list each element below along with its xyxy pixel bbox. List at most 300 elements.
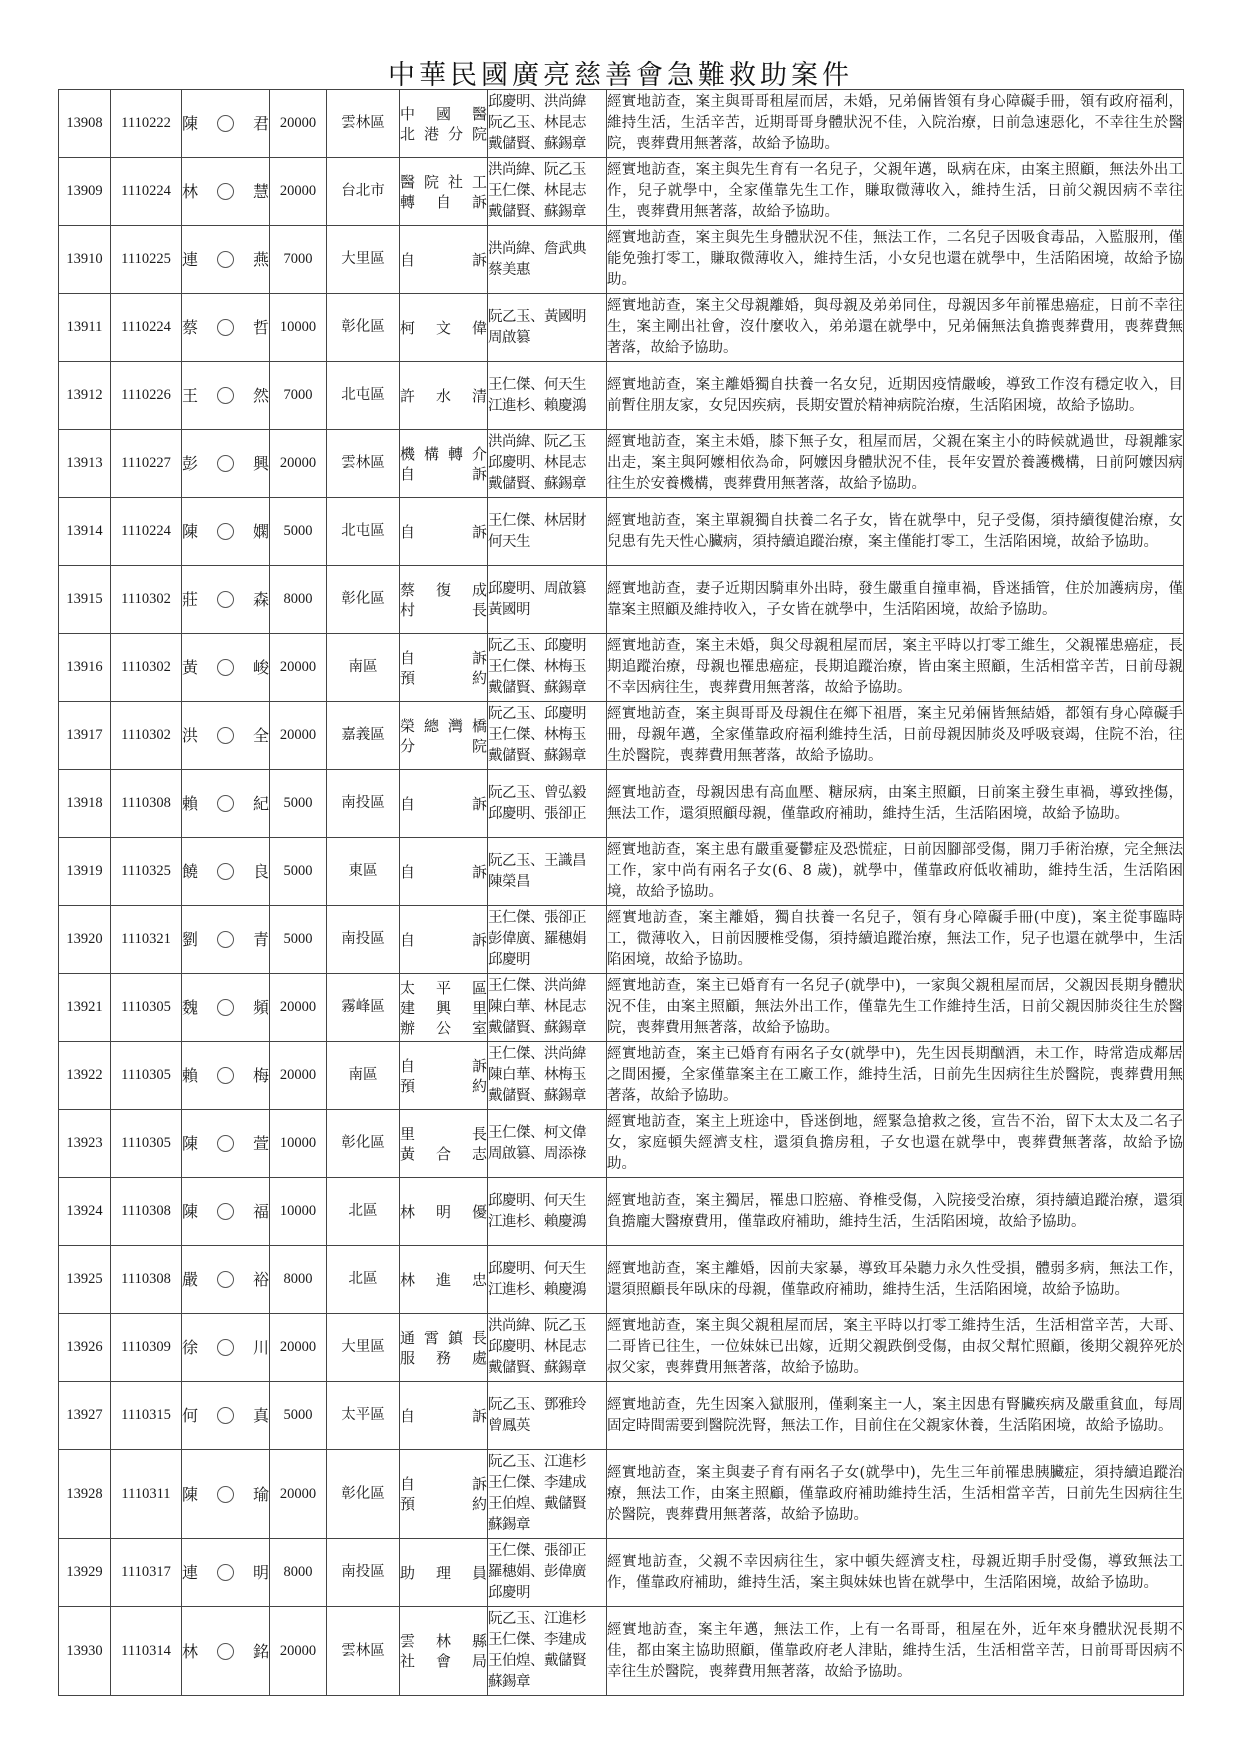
referral-source [400,1042,488,1110]
table-row [59,906,1184,974]
applicant-name [182,702,270,770]
visitor-line: 阮乙玉、黃國明 [488,308,586,325]
case-date: 1110222 [111,90,182,158]
visitors [488,1042,607,1110]
case-number: 13909 [59,158,111,226]
case-description: 經實地訪查，案主父母親離婚，與母親及弟弟同住，母親因多年前罹患癌症，日前不幸往生，案主剛出社會，沒什麼收入，弟弟還在就學中，兄弟倆無法負擔喪葬費用，喪葬費無著落，故給予協助。 [607,294,1184,362]
visitor-line: 曾鳳英 [488,1417,530,1434]
visitor-line: 戴儲賢、蘇錫章 [488,680,586,696]
case-date: 1110309 [111,1314,182,1382]
case-description: 經實地訪查，案主年邁，無法工作，上有一名哥哥，租屋在外，近年來身體狀況長期不佳，都由案主協助照顧，僅靠政府老人津貼，維持生活，生活相當辛苦，日前哥哥因病不幸往生於醫院，喪葬費用無著落，故給予協助。 [607,1607,1184,1696]
case-description: 經實地訪查，案主獨居，罹患口腔癌、脊椎受傷，入院接受治療，須持續追蹤治療，還須負擔龐大醫療費用，僅靠政府補助，維持生活，生活陷困境，故給予協助。 [607,1178,1184,1246]
referral-source [400,770,488,838]
referral-line: 預 約 [400,668,487,687]
referral-source [400,1539,488,1607]
referral-source [400,974,488,1042]
visitor-line: 王仁傑、洪尚緯 [488,978,586,994]
name-char: 川 [252,1338,269,1357]
case-description: 經實地訪查，先生因案入獄服刑，僅剩案主一人，案主因患有腎臟疾病及嚴重貧血，每周固定時間需要到醫院洗腎，無法工作，目前住在父親家休養，生活陷困境，故給予協助。 [607,1382,1184,1450]
referral-line: 預 約 [400,1495,487,1513]
masked-char-icon [217,1135,234,1152]
referral-line: 柯 文 偉 [400,318,487,337]
referral-line: 榮 總 灣 橋 [400,716,487,735]
visitors [488,770,607,838]
referral-source [400,838,488,906]
relief-amount: 8000 [270,1539,327,1607]
referral-line: 通 霄 鎮 長 [400,1328,487,1347]
visitor-line: 邱慶明、林昆志 [488,455,586,471]
name-char: 賴 [182,1066,199,1085]
visitor-line: 黃國明 [488,601,530,618]
referral-line: 雲 林 縣 [400,1632,487,1650]
visitors [488,1246,607,1314]
case-date: 1110308 [111,1178,182,1246]
name-char: 全 [252,726,269,745]
case-description: 經實地訪查，案主單親獨自扶養二名子女，皆在就學中，兒子受傷，須持續復健治療，女兒患有先天性心臟病，須持續追蹤治療，案主僅能打零工，生活陷困境，故給予協助。 [607,498,1184,566]
name-char: 陳 [182,114,199,133]
case-description: 經實地訪查，案主未婚，膝下無子女，租屋而居，父親在案主小的時候就過世，母親離家出走，案主與阿嬤相依為命，阿嬤因身體狀況不佳，長年安置於養護機構，日前阿嬤因病往生於安養機構，喪葬費用無著落，故給予協助。 [607,430,1184,498]
visitor-line: 邱慶明、林昆志 [488,1339,586,1355]
referral-line: 太 平 區 [400,978,487,997]
visitor-line: 陳白華、林梅玉 [488,1067,586,1083]
visitor-line: 邱慶明 [488,1585,530,1601]
case-description: 經實地訪查，案主與先生身體狀況不佳，無法工作，二名兒子因吸食毒品，入監服刑，僅能免強打零工，賺取微薄收入，維持生活，小女兒也還在就學中，生活陷困境，故給予協助。 [607,226,1184,294]
applicant-name [182,1246,270,1314]
name-char: 良 [252,862,269,881]
visitor-line: 蔡美惠 [488,261,530,278]
referral-line: 社 會 局 [400,1652,487,1670]
visitor-line: 阮乙玉、江進杉 [488,1611,586,1627]
referral-source [400,702,488,770]
name-char: 王 [182,386,199,405]
referral-line: 自 訴 [400,794,487,813]
visitor-line: 邱慶明、周啟篡 [488,580,586,597]
visitor-line: 邱慶明、洪尚緯 [488,94,586,110]
name-char: 頻 [252,998,269,1017]
visitors [488,1539,607,1607]
name-char: 哲 [252,318,269,337]
visitor-line: 邱慶明 [488,952,530,968]
masked-char-icon [217,931,234,948]
referral-line: 機 構 轉 介 [400,444,487,463]
masked-char-icon [217,1271,234,1288]
name-char: 洪 [182,726,199,745]
masked-char-icon [217,183,234,200]
visitors [488,838,607,906]
referral-source [400,634,488,702]
referral-source [400,498,488,566]
referral-line: 自 訴 [400,464,487,483]
referral-line: 中 國 醫 [400,104,487,123]
visitor-line: 江進杉、賴慶鴻 [488,1281,586,1298]
visitor-line: 彭偉廣、羅穗娟 [488,931,586,947]
referral-source [400,1450,488,1539]
case-number: 13914 [59,498,111,566]
name-char: 裕 [252,1270,269,1289]
table-row [59,634,1184,702]
case-number: 13927 [59,1382,111,1450]
relief-amount: 20000 [270,1607,327,1696]
name-char: 福 [252,1202,269,1221]
visitor-line: 陳白華、林昆志 [488,999,586,1015]
visitor-line: 江進杉、賴慶鴻 [488,1213,586,1230]
applicant-name [182,1178,270,1246]
masked-char-icon [217,1339,234,1356]
visitors [488,1110,607,1178]
referral-source [400,90,488,158]
table-row [59,1382,1184,1450]
visitors [488,362,607,430]
visitor-line: 邱慶明、何天生 [488,1260,586,1277]
case-number: 13918 [59,770,111,838]
case-description: 經實地訪查，案主與哥哥租屋而居，未婚，兄弟倆皆領有身心障礙手冊，領有政府福利，維持生活，生活辛苦，近期哥哥身體狀況不佳，入院治療，日前急速惡化，不幸往生於醫院，喪葬費用無著落，故給予協助。 [607,90,1184,158]
masked-char-icon [217,251,234,268]
district: 台北市 [327,158,400,226]
case-number: 13920 [59,906,111,974]
district: 雲林區 [327,90,400,158]
table-row [59,294,1184,362]
visitor-line: 阮乙玉、王識昌 [488,852,586,869]
visitor-line: 王仁傑、洪尚緯 [488,1046,586,1062]
applicant-name [182,974,270,1042]
district: 北區 [327,1246,400,1314]
case-description: 經實地訪查，案主與父親租屋而居，案主平時以打零工維持生活，生活相當辛苦，大哥、二哥皆已往生，一位妹妹已出嫁，近期父親跌倒受傷，由叔父幫忙照顧，後期父親猝死於叔父家，喪葬費用無著落，故給予協助。 [607,1314,1184,1382]
referral-line: 建 興 里 [400,998,487,1017]
visitor-line: 王仁傑、林居財 [488,512,586,529]
case-description: 經實地訪查，妻子近期因騎車外出時，發生嚴重自撞車禍，昏迷插管，住於加護病房，僅靠案主照顧及維持收入，子女皆在就學中，生活陷困境，故給予協助。 [607,566,1184,634]
masked-char-icon [217,727,234,744]
table-row [59,362,1184,430]
referral-source [400,430,488,498]
relief-amount: 5000 [270,498,327,566]
case-date: 1110302 [111,702,182,770]
visitor-line: 江進杉、賴慶鴻 [488,397,586,414]
visitor-line: 王仁傑、林梅玉 [488,727,586,743]
visitor-line: 王仁傑、張卻正 [488,1543,586,1559]
visitors [488,906,607,974]
relief-amount: 20000 [270,158,327,226]
district: 彰化區 [327,1110,400,1178]
name-char: 連 [182,250,199,269]
applicant-name [182,1314,270,1382]
district: 雲林區 [327,1607,400,1696]
case-number: 13925 [59,1246,111,1314]
applicant-name [182,566,270,634]
applicant-name [182,294,270,362]
district: 南投區 [327,770,400,838]
masked-char-icon [217,523,234,540]
table-row [59,158,1184,226]
case-number: 13917 [59,702,111,770]
referral-line: 自 訴 [400,522,487,541]
visitor-line: 洪尚緯、阮乙玉 [488,162,586,178]
visitor-line: 王仁傑、張卻正 [488,910,586,926]
case-date: 1110224 [111,498,182,566]
relief-amount: 20000 [270,634,327,702]
visitor-line: 阮乙玉、林昆志 [488,115,586,131]
referral-line: 轉 自 訴 [400,192,487,211]
visitors [488,498,607,566]
name-char: 賴 [182,794,199,813]
masked-char-icon [217,1203,234,1220]
visitors [488,1450,607,1539]
referral-source [400,294,488,362]
district: 大里區 [327,1314,400,1382]
case-date: 1110308 [111,1246,182,1314]
applicant-name [182,158,270,226]
visitors [488,1607,607,1696]
case-date: 1110305 [111,974,182,1042]
applicant-name [182,1607,270,1696]
visitor-line: 蘇錫章 [488,1517,530,1533]
case-date: 1110317 [111,1539,182,1607]
name-char: 何 [182,1406,199,1425]
referral-source [400,1178,488,1246]
visitor-line: 阮乙玉、江進杉 [488,1454,586,1470]
name-char: 劉 [182,930,199,949]
table-row [59,1246,1184,1314]
district: 彰化區 [327,294,400,362]
case-date: 1110321 [111,906,182,974]
applicant-name [182,90,270,158]
name-char: 連 [182,1563,199,1582]
visitors [488,294,607,362]
table-row [59,90,1184,158]
referral-line: 許 水 清 [400,386,487,405]
name-char: 興 [252,454,269,473]
case-number: 13913 [59,430,111,498]
name-char: 銘 [252,1641,269,1661]
table-row [59,1110,1184,1178]
referral-line: 里 長 [400,1124,487,1143]
applicant-name [182,838,270,906]
case-date: 1110225 [111,226,182,294]
relief-amount: 20000 [270,1042,327,1110]
masked-char-icon [217,1067,234,1084]
district: 北屯區 [327,362,400,430]
name-char: 彭 [182,454,199,473]
visitor-line: 戴儲賢、蘇錫章 [488,136,586,152]
visitor-line: 戴儲賢、蘇錫章 [488,476,586,492]
district: 南投區 [327,906,400,974]
table-row [59,974,1184,1042]
referral-line: 北 港 分 院 [400,124,487,143]
visitor-line: 阮乙玉、邱慶明 [488,638,586,654]
district: 彰化區 [327,566,400,634]
referral-source [400,1607,488,1696]
case-description: 經實地訪查，父親不幸因病往生，家中頓失經濟支柱，母親近期手肘受傷，導致無法工作，僅靠政府補助，維持生活，案主與妹妹也皆在就學中，生活陷困境，故給予協助。 [607,1539,1184,1607]
name-char: 嚴 [182,1270,199,1289]
visitors [488,226,607,294]
case-number: 13923 [59,1110,111,1178]
visitor-line: 邱慶明、何天生 [488,1192,586,1209]
referral-source [400,1246,488,1314]
name-char: 黃 [182,658,199,677]
table-row [59,1042,1184,1110]
visitors [488,702,607,770]
case-description: 經實地訪查，案主離婚，獨自扶養一名兒子，領有身心障礙手冊(中度)，案主從事臨時工，微薄收入，日前因腰椎受傷，須持續追蹤治療，無法工作，兒子也還在就學中，生活陷困境，故給予協助。 [607,906,1184,974]
visitors [488,90,607,158]
case-number: 13929 [59,1539,111,1607]
case-number: 13928 [59,1450,111,1539]
masked-char-icon [217,1643,234,1660]
visitor-line: 王仁傑、李建成 [488,1475,586,1491]
masked-char-icon [217,319,234,336]
name-char: 魏 [182,998,199,1017]
visitors [488,1178,607,1246]
case-description: 經實地訪查，案主已婚育有兩名子女(就學中)，先生因長期酗酒，未工作，時常造成鄰居之間困擾，全家僅靠案主在工廠工作，維持生活，日前先生因病往生於醫院，喪葬費用無著落，故給予協助。 [607,1042,1184,1110]
referral-line: 林 明 優 [400,1202,487,1221]
table-row [59,770,1184,838]
visitor-line: 王仁傑、柯文偉 [488,1124,586,1141]
referral-line: 自 訴 [400,1056,487,1075]
visitor-line: 洪尚緯、阮乙玉 [488,1318,586,1334]
referral-line: 自 訴 [400,1475,487,1493]
visitor-line: 何天生 [488,533,530,550]
referral-line: 醫 院 社 工 [400,172,487,191]
case-number: 13919 [59,838,111,906]
visitor-line: 戴儲賢、蘇錫章 [488,748,586,764]
document-title: 中華民國廣亮慈善會急難救助案件 [388,60,853,91]
referral-source [400,906,488,974]
case-description: 經實地訪查，案主上班途中，昏迷倒地，經緊急搶救之後，宣告不治，留下太太及二名子女，家庭頓失經濟支柱，還須負擔房租，子女也還在就學中，喪葬費無著落，故給予協助。 [607,1110,1184,1178]
applicant-name [182,498,270,566]
relief-amount: 20000 [270,702,327,770]
applicant-name [182,1450,270,1539]
referral-line: 自 訴 [400,862,487,881]
referral-source [400,1110,488,1178]
case-date: 1110302 [111,634,182,702]
name-char: 燕 [252,250,269,269]
visitors [488,430,607,498]
case-date: 1110325 [111,838,182,906]
visitor-line: 阮乙玉、曾弘毅 [488,784,586,801]
name-char: 慧 [252,182,269,201]
district: 北區 [327,1178,400,1246]
name-char: 梅 [252,1066,269,1085]
relief-amount: 8000 [270,1246,327,1314]
case-number: 13924 [59,1178,111,1246]
case-description: 經實地訪查，母親因患有高血壓、糖尿病，由案主照顧，日前案主發生車禍，導致挫傷，無法工作，還須照顧母親，僅靠政府補助，維持生活，生活陷困境，故給予協助。 [607,770,1184,838]
name-char: 林 [182,182,199,201]
case-description: 經實地訪查，案主未婚，與父母親租屋而居，案主平時以打零工維生，父親罹患癌症，長期追蹤治療，母親也罹患癌症，長期追蹤治療，皆由案主照顧，生活相當辛苦，日前母親不幸因病往生，喪葬費用無著落，故給予協助。 [607,634,1184,702]
visitor-line: 戴儲賢、蘇錫章 [488,1088,586,1104]
visitor-line: 王仁傑、林梅玉 [488,659,586,675]
masked-char-icon [217,999,234,1016]
relief-amount: 20000 [270,1314,327,1382]
visitor-line: 王伯煌、戴儲賢 [488,1653,586,1669]
case-number: 13926 [59,1314,111,1382]
case-date: 1110308 [111,770,182,838]
visitors [488,158,607,226]
name-char: 青 [252,930,269,949]
visitor-line: 王仁傑、何天生 [488,376,586,393]
referral-source [400,1382,488,1450]
masked-char-icon [217,387,234,404]
referral-line: 自 訴 [400,1406,487,1425]
visitor-line: 阮乙玉、鄧雅玲 [488,1396,586,1413]
case-number: 13910 [59,226,111,294]
name-char: 萱 [252,1134,269,1153]
name-char: 陳 [182,1484,199,1504]
relief-amount: 5000 [270,1382,327,1450]
visitor-line: 陳榮昌 [488,873,530,890]
table-row [59,702,1184,770]
visitor-line: 戴儲賢、蘇錫章 [488,1360,586,1376]
visitor-line: 洪尚緯、詹武典 [488,240,586,257]
applicant-name [182,226,270,294]
case-date: 1110305 [111,1042,182,1110]
case-number: 13912 [59,362,111,430]
table-row [59,566,1184,634]
referral-line: 分 院 [400,736,487,755]
table-row [59,1607,1184,1696]
visitor-line: 王仁傑、李建成 [488,1632,586,1648]
name-char: 莊 [182,590,199,609]
relief-amount: 7000 [270,226,327,294]
applicant-name [182,430,270,498]
table-row [59,1178,1184,1246]
case-description: 經實地訪查，案主與哥哥及母親住在鄉下祖厝，案主兄弟倆皆無結婚，都領有身心障礙手冊，母親年邁，全家僅靠政府福利維持生活，日前母親因肺炎及呼吸衰竭，住院不治，往生於醫院，喪葬費用無著落，故給予協助。 [607,702,1184,770]
name-char: 森 [252,590,269,609]
case-date: 1110305 [111,1110,182,1178]
table-row [59,838,1184,906]
referral-line: 自 訴 [400,930,487,949]
table-row [59,1539,1184,1607]
masked-char-icon [217,659,234,676]
district: 霧峰區 [327,974,400,1042]
name-char: 陳 [182,522,199,541]
relief-amount: 5000 [270,770,327,838]
referral-line: 助 理 員 [400,1563,487,1582]
relief-amount: 20000 [270,430,327,498]
masked-char-icon [217,795,234,812]
visitor-line: 戴儲賢、蘇錫章 [488,204,586,220]
masked-char-icon [217,1564,234,1581]
case-number: 13921 [59,974,111,1042]
district: 太平區 [327,1382,400,1450]
visitor-line: 王仁傑、林昆志 [488,183,586,199]
visitor-line: 周啟篡 [488,329,530,346]
visitor-line: 阮乙玉、邱慶明 [488,706,586,722]
district: 雲林區 [327,430,400,498]
referral-line: 服 務 處 [400,1348,487,1367]
name-char: 真 [252,1406,269,1425]
case-description: 經實地訪查，案主與先生育有一名兒子，父親年邁，臥病在床，由案主照顧，無法外出工作，兒子就學中，全家僅靠先生工作，賺取微薄收入，維持生活，日前父親因病不幸往生，喪葬費用無著落，故給予協助。 [607,158,1184,226]
case-number: 13915 [59,566,111,634]
visitor-line: 蘇錫章 [488,1674,530,1690]
visitor-line: 羅穗娟、彭偉廣 [488,1564,586,1580]
name-char: 徐 [182,1338,199,1357]
case-date: 1110315 [111,1382,182,1450]
name-char: 峻 [252,658,269,677]
relief-cases-table [58,89,1184,1696]
referral-line: 林 進 忠 [400,1270,487,1289]
name-char: 瑜 [252,1484,269,1504]
masked-char-icon [217,591,234,608]
relief-amount: 7000 [270,362,327,430]
case-description: 經實地訪查，案主離婚獨自扶養一名女兒，近期因疫情嚴峻，導致工作沒有穩定收入，目前暫住朋友家，女兒因疾病，長期安置於精神病院治療，生活陷困境，故給予協助。 [607,362,1184,430]
name-char: 然 [252,386,269,405]
masked-char-icon [217,115,234,132]
visitor-line: 王伯煌、戴儲賢 [488,1496,586,1512]
district: 南投區 [327,1539,400,1607]
relief-amount: 8000 [270,566,327,634]
table-row [59,226,1184,294]
referral-source [400,362,488,430]
district: 東區 [327,838,400,906]
case-date: 1110311 [111,1450,182,1539]
